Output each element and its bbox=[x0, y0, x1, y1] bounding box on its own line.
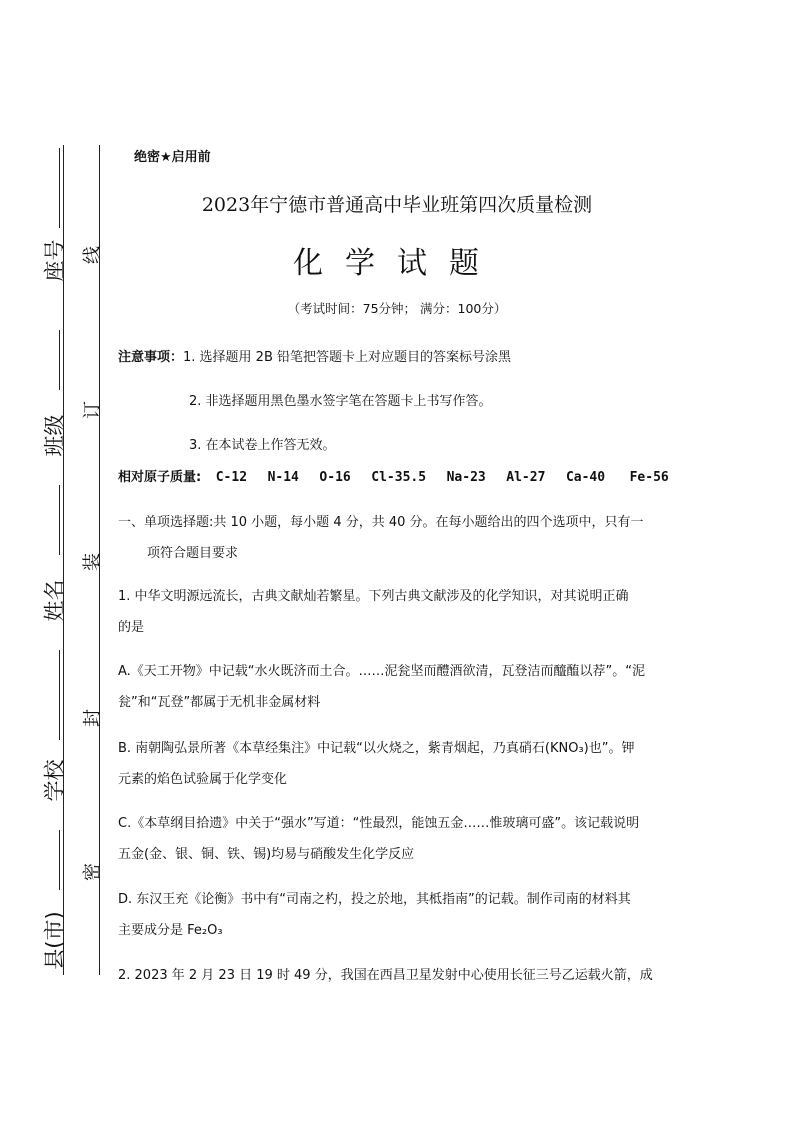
atomic-mass-label: 相对原子质量: bbox=[118, 470, 202, 485]
atomic-mass-value: O-16 bbox=[319, 470, 351, 485]
atomic-mass-value: Cl-35.5 bbox=[371, 470, 427, 485]
atomic-mass-value: Fe-56 bbox=[629, 470, 669, 485]
option-d: D. 东汉王充《论衡》书中有“司南之杓，投之於地，其柢指南”的记载。制作司南的材料其 bbox=[118, 892, 631, 907]
atomic-mass-value: Na-23 bbox=[446, 470, 486, 485]
field-class: 班级 bbox=[42, 414, 67, 457]
exam-duration: （考试时间：75分钟； 满分：100分） bbox=[287, 301, 507, 316]
question-stem: 2. 2023 年 2 月 23 日 19 时 49 分，我国在西昌卫星发射中心使用长征三号乙运载火箭，成 bbox=[118, 968, 653, 983]
atomic-mass-line bbox=[118, 466, 669, 485]
atomic-mass-value: N-14 bbox=[267, 470, 299, 485]
field-blank bbox=[59, 830, 61, 890]
seal-char: 线 bbox=[82, 246, 103, 264]
option-b: B. 南朝陶弘景所著《本草经集注》中记载“以火烧之，紫青烟起，乃真硝石(KNO₃)也”。钾 bbox=[118, 741, 635, 756]
seal-char: 装 bbox=[82, 553, 103, 571]
field-blank bbox=[59, 650, 61, 740]
field-name: 姓名 bbox=[42, 579, 67, 622]
option-c: 五金(金、银、铜、铁、锡)均易与硝酸发生化学反应 bbox=[118, 847, 415, 862]
binding-margin bbox=[0, 0, 110, 1123]
field-seat: 座号 bbox=[42, 239, 67, 282]
seal-char: 订 bbox=[82, 401, 103, 419]
seal-char: 密 bbox=[82, 863, 103, 881]
atomic-mass-value: C-12 bbox=[215, 470, 248, 485]
field-blank bbox=[59, 485, 61, 555]
seal-char: 封 bbox=[82, 709, 103, 727]
section-heading: 项符合题目要求 bbox=[147, 546, 239, 561]
secret-mark: 绝密★启用前 bbox=[134, 150, 211, 165]
atomic-mass-value: Ca-40 bbox=[565, 470, 606, 485]
field-county: 县(市) bbox=[42, 911, 67, 970]
notice-label: 注意事项： bbox=[118, 350, 184, 365]
field-blank bbox=[59, 330, 61, 390]
option-a: 瓮”和“瓦登”都属于无机非金属材料 bbox=[118, 695, 321, 710]
question-stem: 1. 中华文明源远流长，古典文献灿若繁星。下列古典文献涉及的化学知识，对其说明正确 bbox=[118, 589, 629, 604]
question-stem: 的是 bbox=[118, 620, 145, 635]
exam-title: 2023年宁德市普通高中毕业班第四次质量检测 bbox=[201, 194, 593, 216]
field-school: 学校 bbox=[42, 759, 67, 802]
atomic-mass-value: Al-27 bbox=[506, 470, 546, 485]
notice-line-1 bbox=[118, 346, 511, 365]
option-c: C.《本草纲目拾遗》中关于“强水”写道：“性最烈，能蚀五金……惟玻璃可盛”。该记载说明 bbox=[118, 816, 640, 831]
subject-title: 化学试题 bbox=[293, 246, 501, 281]
notice-item: 1. 选择题用 2B 铅笔把答题卡上对应题目的答案标号涂黑 bbox=[183, 350, 512, 365]
option-d: 主要成分是 Fe₂O₃ bbox=[118, 923, 223, 938]
notice-item: 2. 非选择题用黑色墨水签字笔在答题卡上书写作答。 bbox=[189, 394, 492, 409]
option-a: A.《天工开物》中记载“水火既济而土合。……泥瓮坚而醴酒欲清，瓦登洁而醯醢以荐”。“泥 bbox=[118, 664, 646, 679]
notice-item: 3. 在本试卷上作答无效。 bbox=[189, 438, 336, 453]
section-heading: 一、单项选择题:共 10 小题，每小题 4 分，共 40 分。在每小题给出的四个选项中，只有一 bbox=[118, 515, 644, 530]
option-b: 元素的焰色试验属于化学变化 bbox=[118, 772, 288, 787]
